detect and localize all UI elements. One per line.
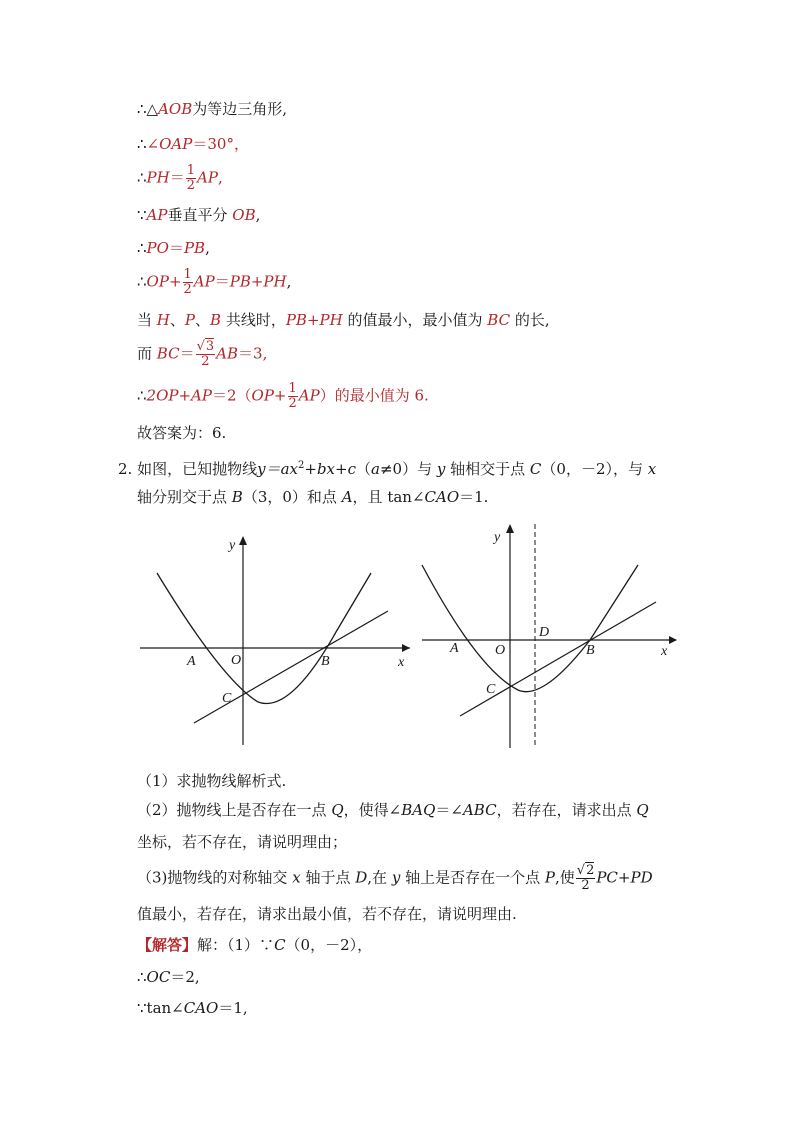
- solution-line-9: ∴2OP+AP＝2（OP+ $\frac{1}{2}$ AP）的最小值为 6.: [137, 381, 429, 411]
- parabola: [157, 573, 371, 704]
- origin-label: O: [495, 643, 506, 658]
- therefore-symbol: ∴: [137, 100, 147, 118]
- solution-line-10: 故答案为：6.: [137, 424, 227, 442]
- parabola: [422, 565, 638, 692]
- y-axis-arrow: [506, 524, 514, 533]
- fraction: $\frac{1}{2}$: [183, 267, 192, 297]
- point-c-label: C: [222, 691, 232, 706]
- point-a-label: A: [450, 641, 459, 656]
- solution-line-1: ∴△AOB为等边三角形,: [137, 100, 288, 118]
- answer-line-3: ∵tan∠CAO＝1,: [137, 999, 248, 1017]
- question-1: （1）求抛物线解析式.: [137, 772, 287, 790]
- point-a-label: A: [187, 654, 196, 669]
- question-2-line-2: 坐标，若不存在，请说明理由；: [137, 833, 348, 851]
- question-2-line-1: （2）抛物线上是否存在一点 Q，使得∠BAQ＝∠ABC，若存在，请求出点 Q: [137, 801, 649, 819]
- solution-line-2: ∴∠OAP＝30°，: [137, 135, 249, 153]
- sqrt-fraction: $\frac{√3}{2}$: [196, 339, 215, 369]
- x-axis-label: x: [661, 644, 668, 659]
- y-axis-label: y: [494, 530, 501, 545]
- x-axis-label: x: [398, 655, 405, 670]
- triangle-symbol: △: [146, 100, 159, 118]
- point-d-label: D: [539, 625, 550, 640]
- point-c-label: C: [486, 682, 496, 697]
- answer-line-2: ∴OC＝2,: [137, 968, 200, 986]
- because-symbol: ∵: [137, 206, 147, 224]
- line-bc: [194, 611, 388, 723]
- problem-statement-line-2: 轴分别交于点 B（3，0）和点 A，且 tan∠CAO＝1.: [137, 488, 489, 506]
- point-b-label: B: [586, 643, 595, 658]
- solution-line-6: ∴OP+ $\frac{1}{2}$ AP＝PB+PH,: [137, 267, 292, 297]
- solution-line-8: 而 BC＝ $\frac{√3}{2}$ AB＝3,: [137, 339, 268, 369]
- question-3-line-1: （3)抛物线的对称轴交 x 轴于点 D,在 y 轴上是否存在一个点 P,使 $\frac{√2}{2}$ PC+PD: [137, 863, 653, 893]
- answer-line-1: 【解答】解：（1）∵C（0，－2），: [137, 936, 373, 954]
- sqrt-fraction: $\frac{√2}{2}$: [576, 863, 595, 893]
- x-axis-arrow: [402, 644, 410, 652]
- fraction: $\frac{1}{2}$: [288, 381, 297, 411]
- problem-number: 2.: [118, 460, 133, 478]
- problem-statement-line-1: 2. 如图，已知抛物线$y=ax^2+bx+c(a\ne 0)$与 y 轴相交于点 C（0，－2），与 x: [118, 460, 657, 478]
- x-axis-arrow: [669, 636, 677, 644]
- solution-line-7: 当 H、P、B 共线时，PB+PH 的值最小，最小值为 BC 的长,: [137, 311, 550, 329]
- y-axis-arrow: [239, 536, 247, 545]
- answer-tag: 【解答】: [137, 936, 198, 954]
- solution-line-4: ∵AP垂直平分 OB,: [137, 206, 261, 224]
- origin-label: O: [231, 653, 242, 668]
- y-axis-label: y: [229, 538, 236, 553]
- line-bc: [460, 602, 656, 716]
- figure-1-diagram: [140, 530, 420, 750]
- solution-line-5: ∴PO＝PB,: [137, 239, 210, 257]
- point-b-label: B: [321, 654, 330, 669]
- question-3-line-2: 值最小，若存在，请求出最小值，若不存在，请说明理由.: [137, 905, 517, 923]
- figure-2-diagram: [418, 520, 683, 752]
- fraction: $\frac{1}{2}$: [186, 163, 196, 193]
- solution-line-3: ∴PH＝ $\frac{1}{2}$ AP,: [137, 163, 223, 193]
